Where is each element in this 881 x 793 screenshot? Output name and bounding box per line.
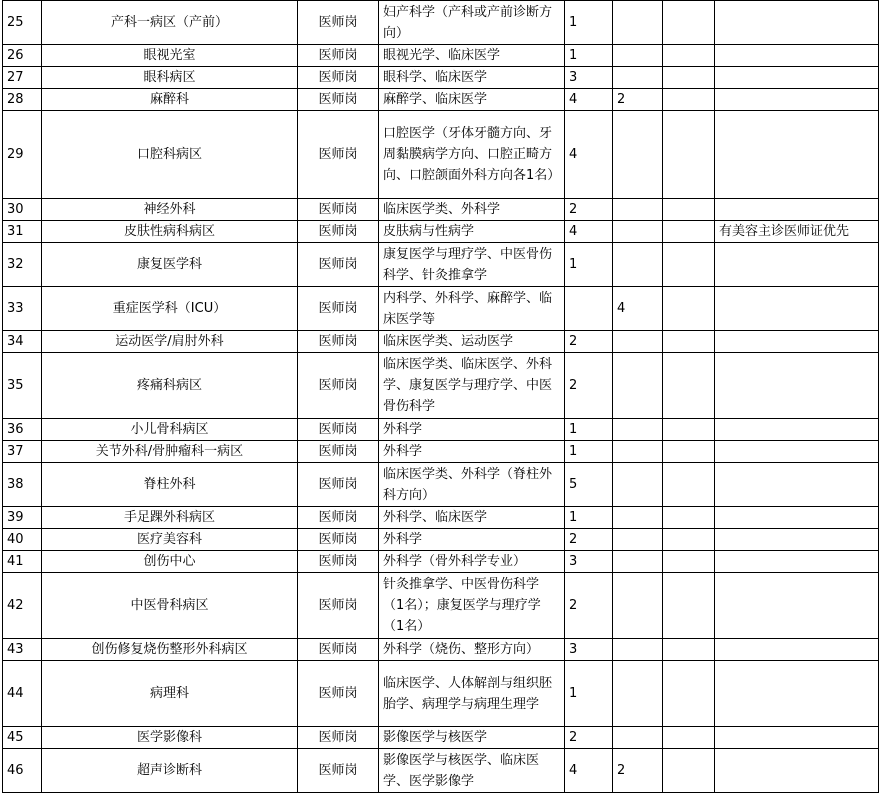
major-cell: 眼科学、临床医学 [379,67,565,89]
department-cell: 康复医学科 [42,243,298,287]
department-cell: 创伤修复烧伤整形外科病区 [42,639,298,661]
count-a-cell: 2 [565,331,613,353]
count-b-cell [613,463,663,507]
row-number: 33 [3,287,42,331]
table-row [3,441,879,463]
table-row [3,463,879,507]
row-number: 38 [3,463,42,507]
count-b-cell [613,199,663,221]
table-row [3,419,879,441]
major-cell: 外科学（骨外科学专业） [379,551,565,573]
major-cell: 妇产科学（产科或产前诊断方向） [379,1,565,45]
recruitment-table [2,0,879,793]
row-number: 26 [3,45,42,67]
table-row [3,551,879,573]
post-cell: 医师岗 [298,1,379,45]
post-cell: 医师岗 [298,67,379,89]
note-cell [715,573,879,639]
table-row [3,1,879,45]
count-c-cell [663,45,715,67]
row-number: 46 [3,749,42,793]
table-row [3,287,879,331]
major-cell: 临床医学类、运动医学 [379,331,565,353]
row-number: 25 [3,1,42,45]
major-cell: 临床医学、人体解剖与组织胚胎学、病理学与病理生理学 [379,661,565,727]
major-cell: 外科学（烧伤、整形方向） [379,639,565,661]
table-row [3,529,879,551]
count-a-cell: 4 [565,89,613,111]
major-cell: 临床医学类、外科学（脊柱外科方向） [379,463,565,507]
table-row [3,507,879,529]
post-cell: 医师岗 [298,529,379,551]
row-number: 43 [3,639,42,661]
count-c-cell [663,353,715,419]
count-c-cell [663,529,715,551]
department-cell: 超声诊断科 [42,749,298,793]
department-cell: 运动医学/肩肘外科 [42,331,298,353]
table-row [3,111,879,199]
count-b-cell [613,67,663,89]
major-cell: 针灸推拿学、中医骨伤科学（1名）；康复医学与理疗学（1名） [379,573,565,639]
note-cell [715,287,879,331]
count-c-cell [663,727,715,749]
note-cell [715,529,879,551]
row-number: 27 [3,67,42,89]
count-a-cell: 1 [565,243,613,287]
count-b-cell [613,353,663,419]
table-row [3,331,879,353]
post-cell: 医师岗 [298,221,379,243]
count-c-cell [663,243,715,287]
table-row [3,727,879,749]
count-a-cell: 1 [565,441,613,463]
department-cell: 脊柱外科 [42,463,298,507]
table-row [3,661,879,727]
count-c-cell [663,221,715,243]
note-cell [715,441,879,463]
major-cell: 外科学 [379,529,565,551]
department-cell: 病理科 [42,661,298,727]
post-cell: 医师岗 [298,749,379,793]
row-number: 44 [3,661,42,727]
department-cell: 中医骨科病区 [42,573,298,639]
row-number: 39 [3,507,42,529]
count-c-cell [663,1,715,45]
count-a-cell: 2 [565,353,613,419]
count-c-cell [663,639,715,661]
table-row [3,749,879,793]
department-cell: 疼痛科病区 [42,353,298,419]
post-cell: 医师岗 [298,353,379,419]
row-number: 35 [3,353,42,419]
row-number: 30 [3,199,42,221]
table-row [3,573,879,639]
count-b-cell [613,1,663,45]
count-a-cell: 1 [565,45,613,67]
note-cell [715,243,879,287]
count-c-cell [663,287,715,331]
count-b-cell [613,45,663,67]
count-b-cell [613,419,663,441]
department-cell: 口腔科病区 [42,111,298,199]
post-cell: 医师岗 [298,111,379,199]
department-cell: 创伤中心 [42,551,298,573]
count-b-cell [613,111,663,199]
major-cell: 麻醉学、临床医学 [379,89,565,111]
table-row [3,353,879,419]
department-cell: 手足踝外科病区 [42,507,298,529]
post-cell: 医师岗 [298,507,379,529]
count-a-cell: 1 [565,419,613,441]
major-cell: 临床医学类、外科学 [379,199,565,221]
major-cell: 皮肤病与性病学 [379,221,565,243]
count-a-cell: 5 [565,463,613,507]
note-cell [715,419,879,441]
count-b-cell [613,441,663,463]
row-number: 40 [3,529,42,551]
note-cell [715,749,879,793]
major-cell: 眼视光学、临床医学 [379,45,565,67]
count-b-cell [613,529,663,551]
note-cell [715,111,879,199]
table-row [3,199,879,221]
post-cell: 医师岗 [298,661,379,727]
count-b-cell [613,639,663,661]
count-a-cell: 2 [565,529,613,551]
count-b-cell [613,727,663,749]
count-a-cell: 1 [565,1,613,45]
post-cell: 医师岗 [298,331,379,353]
department-cell: 麻醉科 [42,89,298,111]
post-cell: 医师岗 [298,639,379,661]
department-cell: 产科一病区（产前） [42,1,298,45]
note-cell [715,463,879,507]
row-number: 42 [3,573,42,639]
major-cell: 内科学、外科学、麻醉学、临床医学等 [379,287,565,331]
row-number: 34 [3,331,42,353]
count-a-cell: 3 [565,551,613,573]
note-cell [715,551,879,573]
count-b-cell [613,507,663,529]
note-cell [715,89,879,111]
note-cell [715,331,879,353]
count-c-cell [663,67,715,89]
count-a-cell: 4 [565,221,613,243]
count-a-cell: 1 [565,507,613,529]
post-cell: 医师岗 [298,727,379,749]
table-row [3,45,879,67]
count-a-cell [565,287,613,331]
count-b-cell [613,221,663,243]
major-cell: 临床医学类、临床医学、外科学、康复医学与理疗学、中医骨伤科学 [379,353,565,419]
count-b-cell [613,661,663,727]
post-cell: 医师岗 [298,441,379,463]
count-a-cell: 2 [565,573,613,639]
count-c-cell [663,199,715,221]
row-number: 45 [3,727,42,749]
count-a-cell: 4 [565,111,613,199]
note-cell [715,67,879,89]
note-cell [715,1,879,45]
row-number: 31 [3,221,42,243]
major-cell: 外科学 [379,419,565,441]
note-cell [715,639,879,661]
department-cell: 医疗美容科 [42,529,298,551]
table-row [3,221,879,243]
department-cell: 重症医学科（ICU） [42,287,298,331]
table-row [3,639,879,661]
count-c-cell [663,749,715,793]
post-cell: 医师岗 [298,419,379,441]
count-c-cell [663,573,715,639]
major-cell: 康复医学与理疗学、中医骨伤科学、针灸推拿学 [379,243,565,287]
major-cell: 影像医学与核医学 [379,727,565,749]
count-a-cell: 2 [565,199,613,221]
major-cell: 外科学 [379,441,565,463]
post-cell: 医师岗 [298,199,379,221]
major-cell: 口腔医学（牙体牙髓方向、牙周黏膜病学方向、口腔正畸方向、口腔颌面外科方向各1名） [379,111,565,199]
count-a-cell: 4 [565,749,613,793]
note-cell [715,507,879,529]
note-cell [715,199,879,221]
count-b-cell: 4 [613,287,663,331]
post-cell: 医师岗 [298,45,379,67]
department-cell: 眼视光室 [42,45,298,67]
table-row [3,89,879,111]
table-row [3,243,879,287]
major-cell: 影像医学与核医学、临床医学、医学影像学 [379,749,565,793]
note-cell [715,727,879,749]
count-a-cell: 3 [565,67,613,89]
row-number: 41 [3,551,42,573]
count-c-cell [663,419,715,441]
note-cell [715,45,879,67]
table-row [3,67,879,89]
count-b-cell [613,243,663,287]
row-number: 29 [3,111,42,199]
count-b-cell: 2 [613,749,663,793]
row-number: 36 [3,419,42,441]
post-cell: 医师岗 [298,287,379,331]
count-a-cell: 2 [565,727,613,749]
post-cell: 医师岗 [298,243,379,287]
count-c-cell [663,111,715,199]
note-cell: 有美容主诊医师证优先 [715,221,879,243]
post-cell: 医师岗 [298,463,379,507]
department-cell: 神经外科 [42,199,298,221]
count-a-cell: 3 [565,639,613,661]
count-c-cell [663,463,715,507]
count-c-cell [663,661,715,727]
count-c-cell [663,551,715,573]
row-number: 37 [3,441,42,463]
post-cell: 医师岗 [298,551,379,573]
post-cell: 医师岗 [298,89,379,111]
count-c-cell [663,507,715,529]
count-a-cell: 1 [565,661,613,727]
count-b-cell [613,331,663,353]
department-cell: 医学影像科 [42,727,298,749]
row-number: 32 [3,243,42,287]
count-b-cell [613,573,663,639]
note-cell [715,661,879,727]
count-c-cell [663,89,715,111]
department-cell: 关节外科/骨肿瘤科一病区 [42,441,298,463]
count-c-cell [663,441,715,463]
department-cell: 眼科病区 [42,67,298,89]
department-cell: 皮肤性病科病区 [42,221,298,243]
count-b-cell: 2 [613,89,663,111]
note-cell [715,353,879,419]
post-cell: 医师岗 [298,573,379,639]
row-number: 28 [3,89,42,111]
table-body [3,1,879,793]
count-c-cell [663,331,715,353]
count-b-cell [613,551,663,573]
major-cell: 外科学、临床医学 [379,507,565,529]
department-cell: 小儿骨科病区 [42,419,298,441]
